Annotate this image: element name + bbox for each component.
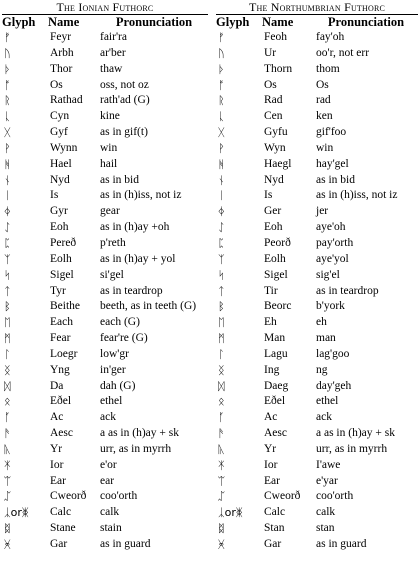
- rune-name: Feoh: [264, 31, 287, 43]
- table-row: [214, 537, 420, 553]
- rune-name: Sigel: [50, 268, 74, 281]
- table-row: [0, 62, 210, 78]
- rune-name: Thor: [50, 62, 73, 75]
- rune-name: Cyn: [50, 110, 70, 123]
- rune-pronunciation: as in (h)ay +oh: [100, 221, 170, 234]
- table-row: [214, 315, 420, 331]
- rune-pronunciation: as in gif(t): [100, 126, 148, 139]
- rune-glyph: ᛖ: [4, 316, 11, 330]
- table-row: [0, 173, 210, 189]
- rune-glyph: ᚢ: [218, 46, 225, 60]
- northumbrian-rune-table: [214, 30, 420, 553]
- rune-name: Da: [50, 379, 64, 392]
- rune-name: Cen: [264, 110, 283, 123]
- rune-pronunciation: in'ger: [100, 363, 126, 376]
- rune-name: Wynn: [50, 141, 78, 154]
- rune-pronunciation: p'reth: [100, 236, 126, 249]
- rune-pronunciation: fair'ra: [100, 31, 127, 43]
- table-row: [0, 505, 210, 521]
- rune-pronunciation: e'yar: [316, 474, 338, 487]
- rune-glyph: ᛣorᛤ: [218, 506, 243, 520]
- table-row: [0, 220, 210, 236]
- table-row: [0, 426, 210, 442]
- table-row: [214, 474, 420, 490]
- rune-pronunciation: sig'el: [316, 268, 340, 281]
- rune-glyph: ᚻ: [218, 157, 225, 171]
- rune-name: Os: [50, 78, 63, 91]
- table-row: [0, 46, 210, 62]
- table-row: [0, 410, 210, 426]
- rune-name: Beorc: [264, 300, 292, 313]
- rune-glyph: ᚳ: [218, 110, 225, 124]
- rune-pronunciation: beeth, as in teeth (G): [100, 300, 197, 313]
- rune-glyph: ᛡ: [218, 458, 225, 472]
- rune-pronunciation: as in teardrop: [316, 284, 379, 297]
- rune-pronunciation: Os: [316, 78, 329, 91]
- rune-glyph: ᚹ: [4, 141, 11, 155]
- rune-glyph: ᚠ: [218, 31, 225, 44]
- rune-glyph: ᚣ: [4, 442, 11, 456]
- rune-pronunciation: fay'oh: [316, 31, 345, 43]
- rune-pronunciation: gear: [100, 205, 120, 218]
- rune-pronunciation: lag'goo: [316, 347, 350, 360]
- rune-glyph: ᚪ: [218, 411, 225, 425]
- table-row: [214, 204, 420, 220]
- header-name: Name: [48, 15, 80, 29]
- rune-name: Feyr: [50, 31, 72, 43]
- rune-name: Lagu: [264, 347, 288, 360]
- table-row: [0, 78, 210, 94]
- rune-name: Cweorð: [264, 490, 301, 503]
- table-row: [0, 458, 210, 474]
- rune-glyph: ᚱ: [4, 94, 11, 108]
- rune-name: Eoh: [264, 221, 283, 234]
- rune-name: Fear: [50, 332, 71, 345]
- rune-name: Wyn: [264, 141, 286, 154]
- rune-name: Yng: [50, 363, 70, 376]
- rune-pronunciation: ng: [316, 363, 328, 376]
- header-glyph: Glyph: [216, 15, 250, 29]
- rune-pronunciation: calk: [316, 506, 336, 519]
- rune-pronunciation: ethel: [100, 395, 123, 408]
- table-row: [0, 204, 210, 220]
- rune-glyph: ᚦ: [4, 62, 11, 76]
- table-row: [0, 236, 210, 252]
- rune-name: Nyd: [50, 173, 70, 186]
- rune-glyph: ᛏ: [4, 284, 11, 298]
- rune-pronunciation: hail: [100, 157, 118, 170]
- table-row: [214, 331, 420, 347]
- table-row: [214, 46, 420, 62]
- rune-glyph: ᚸ: [4, 538, 11, 551]
- rune-pronunciation: as in bid: [100, 173, 139, 186]
- rune-pronunciation: as in teardrop: [100, 284, 163, 297]
- rune-pronunciation: si'gel: [100, 268, 124, 281]
- rune-glyph: ᚷ: [218, 126, 225, 140]
- rune-name: Calc: [264, 506, 286, 519]
- rune-pronunciation: rath'ad (G): [100, 94, 150, 107]
- rune-pronunciation: low'gr: [100, 347, 129, 360]
- rune-name: Gyf: [50, 126, 68, 139]
- rune-pronunciation: as in (h)iss, not iz: [100, 189, 182, 202]
- rune-pronunciation: a as in (h)ay + sk: [316, 427, 395, 440]
- rune-name: Cweorð: [50, 490, 87, 503]
- table-row: [0, 30, 210, 46]
- rune-name: Gar: [264, 538, 282, 550]
- rune-pronunciation: as in bid: [316, 173, 355, 186]
- rune-glyph: ᚣ: [218, 442, 225, 456]
- table-row: [0, 157, 210, 173]
- rune-name: Thorn: [264, 62, 293, 75]
- northumbrian-title: The Northumbrian Futhorc: [248, 0, 386, 14]
- rune-pronunciation: urr, as in myrrh: [100, 442, 172, 455]
- rune-pronunciation: dah (G): [100, 379, 136, 392]
- table-row: [0, 489, 210, 505]
- rune-glyph: ᛒ: [4, 300, 11, 314]
- table-row: [214, 521, 420, 537]
- table-row: [0, 315, 210, 331]
- rune-glyph: ᛁ: [218, 189, 225, 203]
- rune-name: Os: [264, 78, 277, 91]
- ionian-rune-table: [0, 30, 210, 553]
- rune-name: Ger: [264, 205, 282, 218]
- northumbrian-header-row: [214, 15, 420, 30]
- rune-glyph: ᛁ: [4, 189, 11, 203]
- rune-glyph: ᛡ: [4, 458, 11, 472]
- table-row: [0, 363, 210, 379]
- rune-name: Tir: [264, 284, 278, 297]
- rune-name: Is: [50, 189, 59, 202]
- rune-pronunciation: aye'oh: [316, 221, 346, 234]
- rune-glyph: ᚾ: [4, 173, 11, 187]
- rune-pronunciation: hay'gel: [316, 157, 349, 170]
- rune-name: Rad: [264, 94, 283, 107]
- rune-glyph: ᚫ: [4, 427, 11, 441]
- table-row: [0, 299, 210, 315]
- northumbrian-futhorc-column: [214, 0, 420, 553]
- rune-glyph: ᛖ: [218, 316, 225, 330]
- rune-pronunciation: I'awe: [316, 458, 341, 471]
- rune-glyph: ᛗ: [218, 332, 225, 346]
- table-row: [214, 489, 420, 505]
- rune-name: Sigel: [264, 268, 288, 281]
- rune-name: Rathad: [50, 94, 83, 107]
- rune-pronunciation: ear: [100, 474, 115, 487]
- table-row: [0, 347, 210, 363]
- table-row: [214, 173, 420, 189]
- table-row: [214, 284, 420, 300]
- header-pronunciation: Pronunciation: [115, 15, 193, 29]
- rune-pronunciation: e'or: [100, 458, 117, 471]
- table-row: [0, 93, 210, 109]
- rune-pronunciation: a as in (h)ay + sk: [100, 427, 179, 440]
- rune-name: Ac: [50, 411, 64, 424]
- rune-name: Peorð: [264, 236, 291, 249]
- rune-glyph: ᛥ: [4, 522, 11, 536]
- rune-name: Gyfu: [264, 126, 288, 139]
- rune-name: Daeg: [264, 379, 289, 392]
- rune-glyph: ᚷ: [4, 126, 11, 140]
- rune-name: Beithe: [50, 300, 81, 313]
- rune-glyph: ᚳ: [4, 110, 11, 124]
- rune-pronunciation: ack: [316, 411, 332, 424]
- rune-pronunciation: as in (h)iss, not iz: [316, 189, 398, 202]
- rune-pronunciation: aye'yol: [316, 252, 349, 265]
- rune-name: Stan: [264, 522, 285, 535]
- table-row: [214, 426, 420, 442]
- rune-pronunciation: day'geh: [316, 379, 352, 392]
- rune-pronunciation: ethel: [316, 395, 339, 408]
- table-row: [0, 109, 210, 125]
- table-row: [214, 236, 420, 252]
- table-row: [214, 62, 420, 78]
- table-row: [214, 442, 420, 458]
- ionian-title: The Ionian Futhorc: [56, 0, 154, 14]
- rune-name: Haegl: [264, 157, 292, 170]
- rune-glyph: ᚩ: [218, 78, 225, 92]
- rune-name: Aesc: [264, 427, 287, 440]
- rune-glyph: ᛋ: [218, 268, 225, 282]
- rune-pronunciation: kine: [100, 110, 120, 123]
- rune-glyph: ᛟ: [4, 395, 11, 409]
- rune-glyph: ᛠ: [218, 474, 225, 488]
- rune-pronunciation: as in guard: [316, 538, 367, 550]
- rune-pronunciation: b'york: [316, 300, 345, 313]
- rune-glyph: ᛒ: [218, 300, 225, 314]
- rune-glyph: ᛈ: [218, 236, 225, 250]
- rune-pronunciation: ken: [316, 110, 333, 123]
- rune-name: Yr: [50, 442, 63, 455]
- rune-glyph: ᛢ: [4, 490, 11, 504]
- header-glyph: Glyph: [2, 15, 36, 29]
- table-row: [214, 252, 420, 268]
- rune-glyph: ᛝ: [218, 363, 225, 377]
- rune-glyph: ᛥ: [218, 522, 225, 536]
- rune-name: Gyr: [50, 205, 68, 218]
- rune-glyph: ᛉ: [4, 252, 11, 266]
- rune-glyph: ᚾ: [218, 173, 225, 187]
- rune-pronunciation: oo'r, not err: [316, 46, 370, 59]
- rune-glyph: ᛚ: [4, 347, 11, 361]
- rune-pronunciation: jer: [316, 205, 329, 218]
- rune-glyph: ᛏ: [218, 284, 225, 298]
- rune-name: Gar: [50, 538, 68, 550]
- rune-name: Is: [264, 189, 273, 202]
- rune-name: Ur: [264, 46, 277, 59]
- table-row: [214, 109, 420, 125]
- table-row: [214, 30, 420, 46]
- rune-glyph: ᚹ: [218, 141, 225, 155]
- rune-pronunciation: as in guard: [100, 538, 151, 550]
- table-row: [0, 474, 210, 490]
- table-row: [214, 220, 420, 236]
- table-row: [214, 93, 420, 109]
- table-row: [0, 188, 210, 204]
- table-row: [0, 442, 210, 458]
- table-row: [0, 284, 210, 300]
- table-row: [214, 458, 420, 474]
- rune-glyph: ᛈ: [4, 236, 11, 250]
- rune-pronunciation: rad: [316, 94, 331, 107]
- rune-name: Ear: [50, 474, 66, 487]
- rune-glyph: ᛢ: [218, 490, 225, 504]
- rune-pronunciation: as in (h)ay + yol: [100, 252, 176, 265]
- rune-pronunciation: ack: [100, 411, 116, 424]
- rune-glyph: ᛄ: [4, 205, 11, 219]
- table-row: [214, 188, 420, 204]
- rune-glyph: ᛣorᛤ: [4, 506, 29, 520]
- rune-glyph: ᛞ: [218, 379, 225, 393]
- rune-pronunciation: urr, as in myrrh: [316, 442, 388, 455]
- rune-pronunciation: pay'orth: [316, 236, 354, 249]
- rune-pronunciation: stain: [100, 522, 122, 535]
- table-row: [0, 394, 210, 410]
- rune-pronunciation: win: [100, 141, 118, 154]
- table-row: [214, 125, 420, 141]
- rune-name: Ac: [264, 411, 278, 424]
- rune-glyph: ᚦ: [218, 62, 225, 76]
- rune-pronunciation: oss, not oz: [100, 78, 149, 91]
- rune-pronunciation: win: [316, 141, 334, 154]
- table-row: [214, 505, 420, 521]
- rune-name: Ear: [264, 474, 280, 487]
- rune-glyph: ᚱ: [218, 94, 225, 108]
- rune-name: Eolh: [50, 252, 72, 265]
- rune-name: Calc: [50, 506, 72, 519]
- rune-name: Loegr: [50, 347, 78, 360]
- rune-pronunciation: thom: [316, 62, 340, 75]
- rune-pronunciation: stan: [316, 522, 335, 535]
- rune-glyph: ᚸ: [218, 538, 225, 551]
- rune-glyph: ᚪ: [4, 411, 11, 425]
- rune-name: Eðel: [50, 395, 72, 408]
- rune-glyph: ᚠ: [4, 31, 11, 44]
- rune-name: Hael: [50, 157, 72, 170]
- rune-glyph: ᛚ: [218, 347, 225, 361]
- rune-name: Ior: [50, 458, 64, 471]
- rune-pronunciation: thaw: [100, 62, 123, 75]
- rune-name: Ing: [264, 363, 280, 376]
- rune-pronunciation: calk: [100, 506, 120, 519]
- rune-pronunciation: coo'orth: [100, 490, 138, 503]
- rune-glyph: ᛄ: [218, 205, 225, 219]
- table-row: [214, 141, 420, 157]
- rune-pronunciation: fear're (G): [100, 332, 148, 345]
- rune-name: Aesc: [50, 427, 73, 440]
- rune-name: Pereð: [50, 236, 77, 249]
- table-row: [214, 379, 420, 395]
- rune-name: Eðel: [264, 395, 286, 408]
- table-row: [214, 268, 420, 284]
- table-row: [0, 331, 210, 347]
- ionian-header-row: [0, 15, 210, 30]
- ionian-futhorc-column: [0, 0, 210, 553]
- table-row: [214, 394, 420, 410]
- rune-glyph: ᛇ: [4, 221, 11, 235]
- table-row: [214, 78, 420, 94]
- rune-pronunciation: gif'foo: [316, 126, 347, 139]
- rune-glyph: ᚩ: [4, 78, 11, 92]
- rune-glyph: ᛗ: [4, 332, 11, 346]
- rune-glyph: ᛝ: [4, 363, 11, 377]
- rune-name: Each: [50, 316, 73, 329]
- rune-pronunciation: ar'ber: [100, 46, 126, 59]
- rune-glyph: ᚻ: [4, 157, 11, 171]
- table-row: [214, 363, 420, 379]
- table-row: [214, 410, 420, 426]
- table-row: [0, 521, 210, 537]
- rune-glyph: ᛉ: [218, 252, 225, 266]
- rune-name: Stane: [50, 522, 76, 535]
- rune-glyph: ᛞ: [4, 379, 11, 393]
- table-row: [0, 379, 210, 395]
- rune-glyph: ᚢ: [4, 46, 11, 60]
- table-row: [214, 347, 420, 363]
- table-row: [0, 125, 210, 141]
- rune-glyph: ᛠ: [4, 474, 11, 488]
- rune-name: Ior: [264, 458, 278, 471]
- header-pronunciation: Pronunciation: [327, 15, 405, 29]
- table-row: [0, 141, 210, 157]
- rune-name: Arbh: [50, 46, 74, 59]
- rune-glyph: ᛟ: [218, 395, 225, 409]
- table-row: [214, 299, 420, 315]
- rune-pronunciation: coo'orth: [316, 490, 354, 503]
- rune-name: Tyr: [50, 284, 66, 297]
- rune-glyph: ᛋ: [4, 268, 11, 282]
- rune-name: Yr: [264, 442, 277, 455]
- rune-glyph: ᛇ: [218, 221, 225, 235]
- rune-pronunciation: eh: [316, 316, 327, 329]
- rune-name: Man: [264, 332, 286, 345]
- rune-pronunciation: man: [316, 332, 336, 345]
- rune-name: Eolh: [264, 252, 286, 265]
- table-row: [214, 157, 420, 173]
- table-row: [0, 537, 210, 553]
- table-row: [0, 252, 210, 268]
- rune-pronunciation: each (G): [100, 316, 140, 329]
- table-row: [0, 268, 210, 284]
- rune-name: Eh: [264, 316, 277, 329]
- rune-name: Nyd: [264, 173, 284, 186]
- rune-glyph: ᚫ: [218, 427, 225, 441]
- rune-name: Eoh: [50, 221, 69, 234]
- header-name: Name: [262, 15, 294, 29]
